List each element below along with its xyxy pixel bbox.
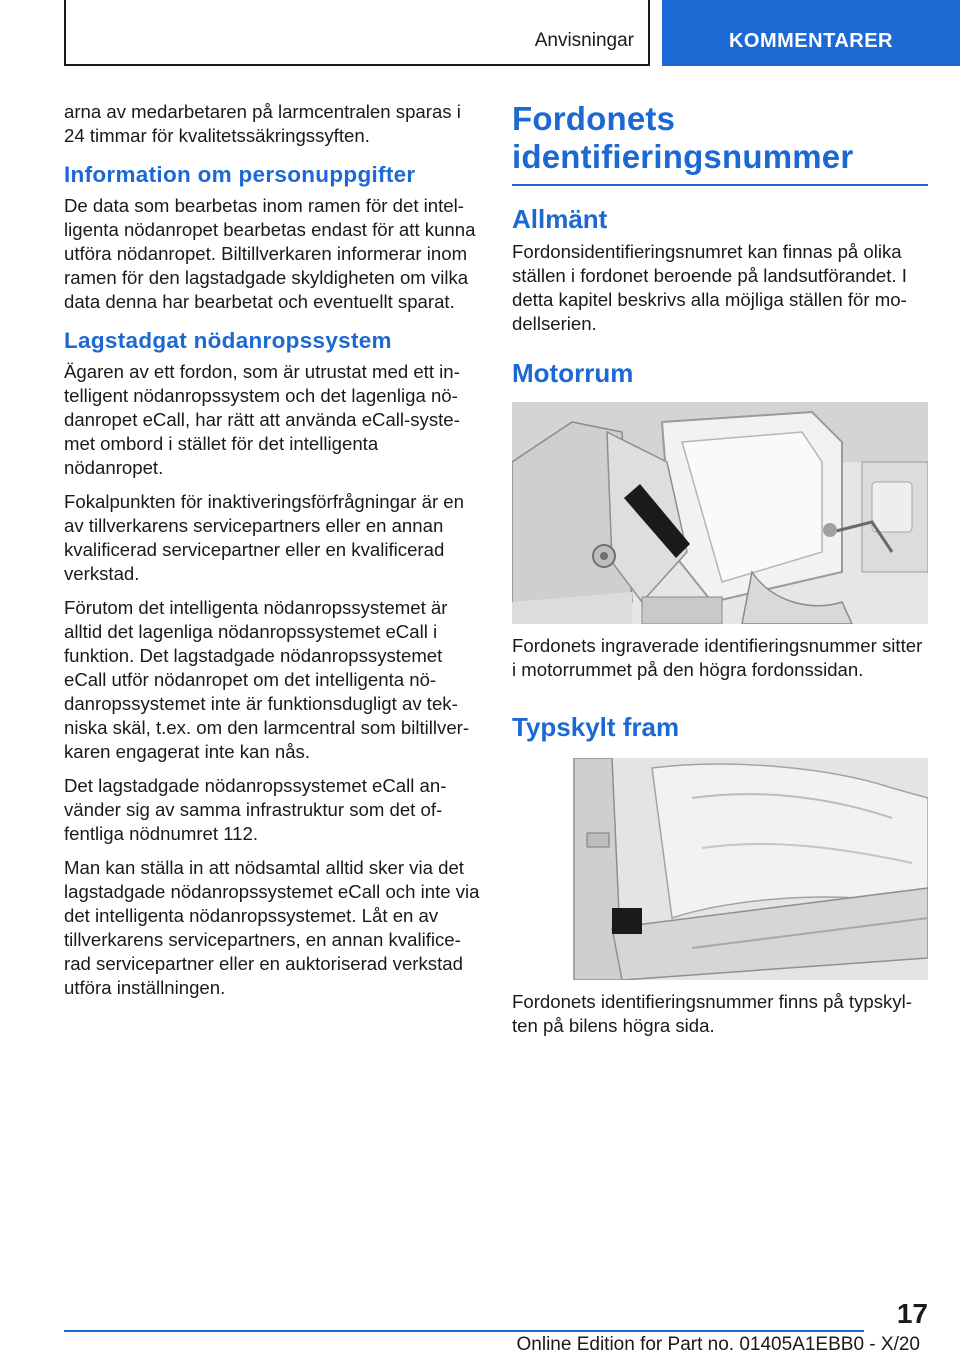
intro-paragraph: arna av medarbetaren på larmcentralen sparas i 24 timmar för kvalitetssäkringssyften. bbox=[64, 101, 461, 146]
chapter-title-rule bbox=[512, 184, 928, 186]
page-number: 17 bbox=[896, 1298, 928, 1329]
header-frame bbox=[64, 0, 650, 66]
footer-rule bbox=[64, 1330, 864, 1332]
engine-bay-caption: Fordonets ingraverade identifieringsnummer sitter i motorrummet på den högra fordonssidan. bbox=[512, 635, 923, 680]
heading-engine-bay: Motorrum bbox=[512, 358, 634, 388]
legal-paragraph-4: Det lagstadgade nödanropssystemet eCall använder sig av samma infrastruktur som det offentliga nödnumret 112. bbox=[64, 775, 447, 844]
chapter-title: Fordonets identifieringsnummer bbox=[512, 100, 854, 175]
heading-general: Allmänt bbox=[512, 204, 608, 234]
type-plate-caption: Fordonets identifieringsnummer finns på typskylten på bilens högra sida. bbox=[512, 991, 912, 1036]
left-column bbox=[64, 100, 480, 1010]
comments-tab[interactable]: KOMMENTARER bbox=[662, 0, 960, 66]
heading-personal-data: Information om personuppgifter bbox=[64, 162, 416, 187]
legal-paragraph-5: Man kan ställa in att nödsamtal alltid sker via det lagstadgade nödanropssystemet eCall och inte via det intelligenta nödanropssystemet. Låt en av tillverkarens servicepartners, en annan kvalificerad servicepartner eller en auktoriserad verkstad utföra inställningen. bbox=[64, 857, 480, 998]
section-title: Anvisningar bbox=[534, 30, 634, 51]
type-plate-image bbox=[512, 758, 928, 980]
legal-paragraph-3: Förutom det intelligenta nödanropssystemet är alltid det lagenliga nödanropssystemet eCall i funktion. Det lagstadgade nödanropssystemet eCall utför nödanropet om det intelligenta nödanropssystemet inte är funktionsdugligt av tekniska skäl, t.ex. om den larmcentral som biltillverkaren engagerat inte kan nås. bbox=[64, 597, 470, 762]
legal-paragraph-1: Ägaren av ett fordon, som är utrustat med ett intelligent nödanropssystem och det lagenliga nödanropet eCall, har rätt att använda eCall-systemet ombord i stället för det intelligenta nödanropet. bbox=[64, 361, 460, 478]
heading-legal-emergency-system: Lagstadgat nödanropssystem bbox=[64, 328, 392, 353]
general-paragraph: Fordonsidentifieringsnumret kan finnas på olika ställen i fordonet beroende på landsutförandet. I detta kapitel beskrivs alla möjliga ställen för modellserien. bbox=[512, 241, 907, 334]
heading-type-plate: Typskylt fram bbox=[512, 712, 680, 742]
personal-data-paragraph: De data som bearbetas inom ramen för det intelligenta nödanropet bearbetas endast för att kunna utföra nödanropet. Biltillverkaren informerar inom ramen för den lagstadgade skyldigheten om vilka data denna har bearbetat och eventuellt sparat. bbox=[64, 195, 476, 312]
legal-paragraph-2: Fokalpunkten för inaktiveringsförfrågningar är en av tillverkarens servicepartners eller en annan kvalificerad servicepartner eller en kvalificerad verkstad. bbox=[64, 491, 464, 584]
right-column bbox=[512, 100, 928, 1038]
edition-note: Online Edition for Part no. 01405A1EBB0 - X/20 bbox=[516, 1334, 920, 1355]
engine-bay-image bbox=[512, 402, 928, 624]
